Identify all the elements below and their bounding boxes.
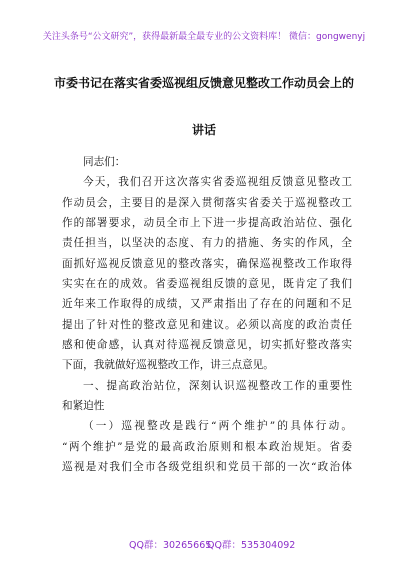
salutation: 同志们：: [83, 156, 126, 168]
header-note: 关注头条号“公文研究”，获得最新最全最专业的公文资料库！ 微信：gongwenyj: [42, 32, 366, 42]
subsection-heading: （一）巡视整改是践行“两个维护”的具体行动。: [83, 420, 352, 433]
body-line: 面抓好巡视反馈意见的整改落实，确保巡视整改工作取得: [62, 257, 352, 270]
document-title: 市委书记在落实省委巡视组反馈意见整改工作动员会上的: [53, 76, 354, 90]
section-heading: 和紧迫性: [62, 400, 105, 413]
body-line: 近年来工作取得的成绩，又严肃指出了存在的问题和不足: [62, 298, 352, 311]
footer-qq-group-2: QQ群：535304092: [207, 540, 296, 551]
body-line: “两个维护”是党的最高政治原则和根本政治规矩。省委: [62, 440, 352, 453]
section-heading: 一、提高政治站位，深刻认识巡视整改工作的重要性: [83, 379, 352, 392]
body-line: 感和使命感，认真对待巡视反馈意见，切实抓好整改落实: [62, 339, 352, 352]
body-line: 作的部署要求，动员全市上下进一步提高政治站位、强化: [62, 217, 352, 230]
footer-qq-group-1: QQ群：30265665: [129, 540, 212, 551]
document-body: [62, 152, 352, 478]
body-line: 责任担当，以坚决的态度、有力的措施、务实的作风，全: [62, 237, 352, 250]
document-subtitle: 讲话: [191, 123, 216, 137]
body-line: 今天，我们召开这次落实省委巡视组反馈意见整改工: [83, 176, 352, 189]
body-line: 实实在在的成效。省委巡视组反馈的意见，既肯定了我们: [62, 278, 352, 291]
body-line: 巡视是对我们全市各级党组织和党员干部的一次“政治体: [62, 461, 352, 474]
body-line: 下面，我就做好巡视整改工作，讲三点意见。: [62, 359, 274, 372]
body-line: 作动员会，主要目的是深入贯彻落实省委关于巡视整改工: [62, 196, 352, 209]
body-line: 提出了针对性的整改意见和建议。必须以高度的政治责任: [62, 318, 352, 331]
